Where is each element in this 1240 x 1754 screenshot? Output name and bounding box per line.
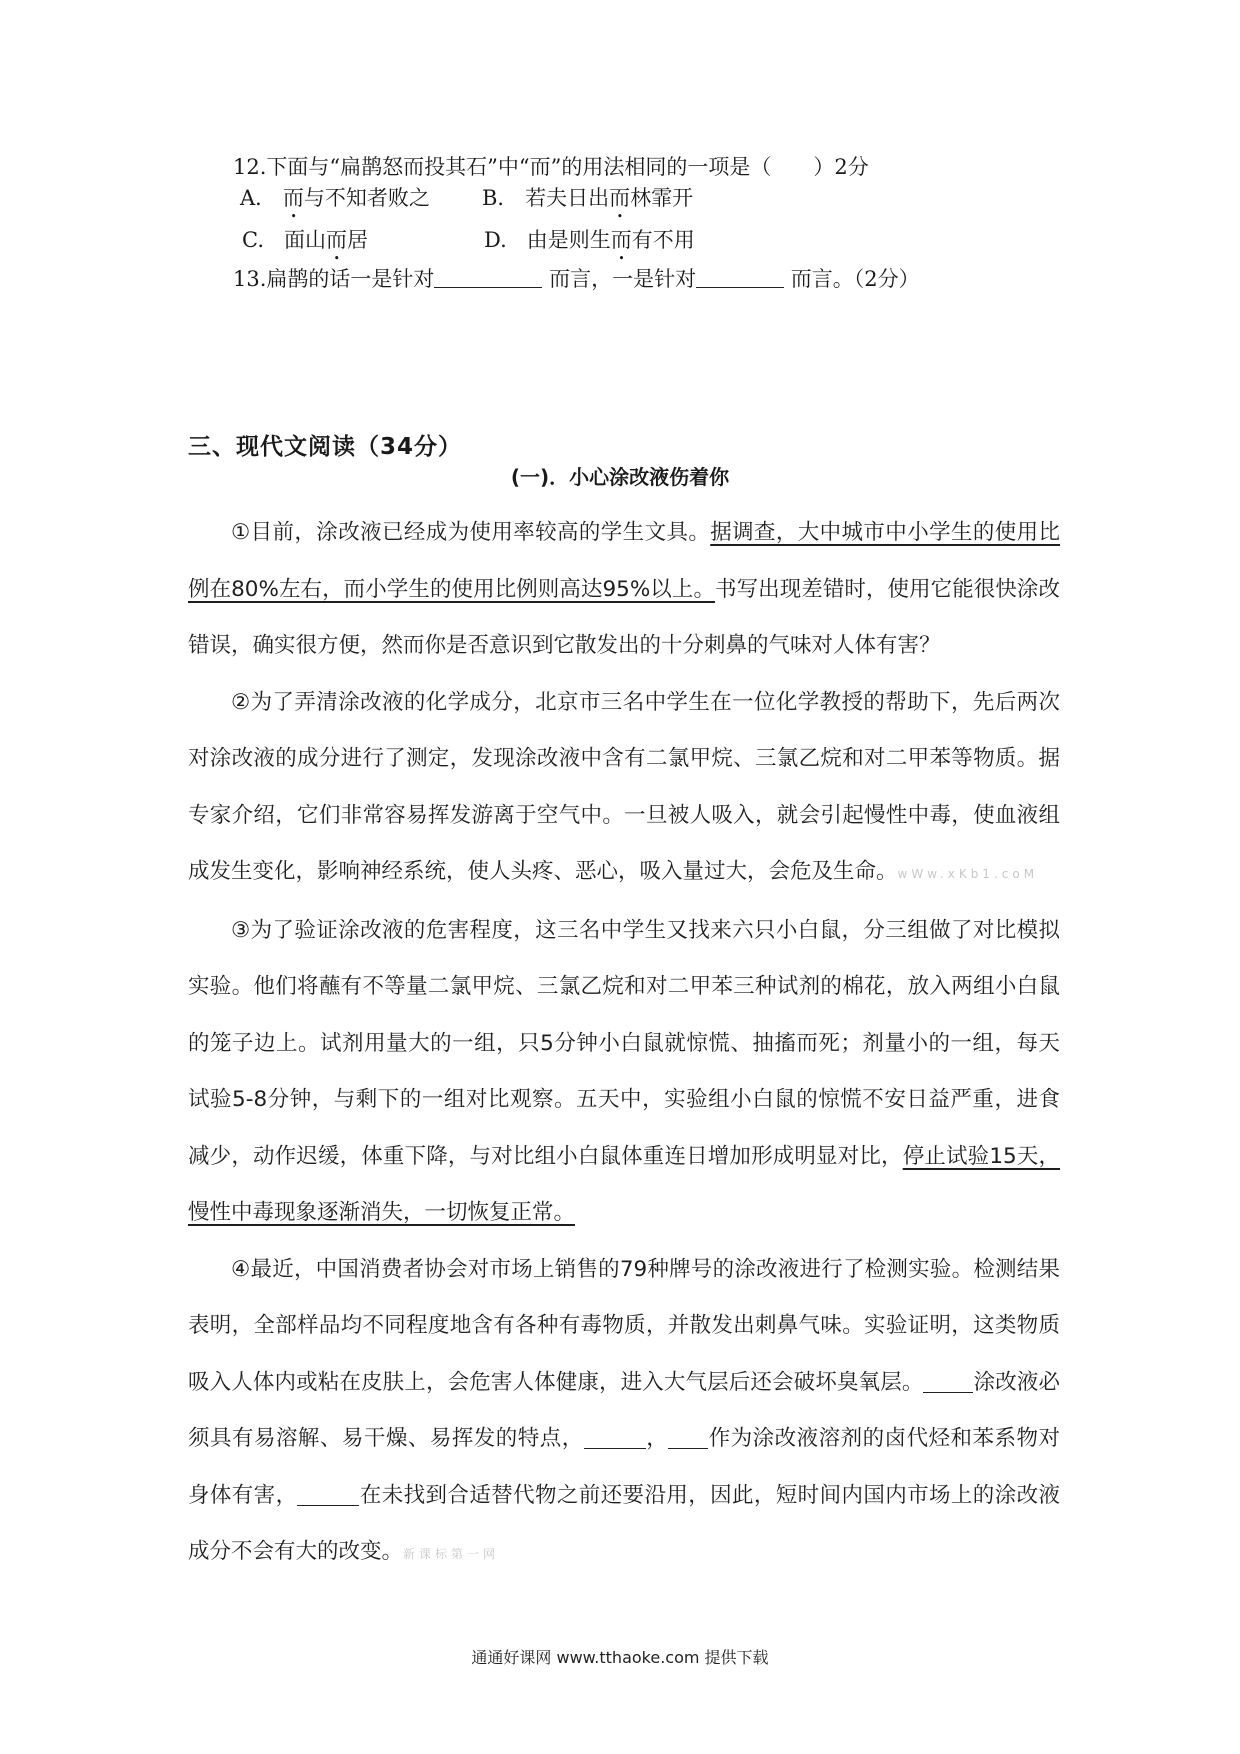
watermark-text: 新课标第一网 [403, 1547, 500, 1561]
question-12-stem: 12.下面与“扁鹊怒而投其石”中“而”的用法相同的一项是（ ）2分 [233, 155, 869, 179]
paragraph-4 [188, 1242, 1060, 1583]
option-text-pre: 面山 [284, 228, 327, 252]
page-footer: 通通好课网 www.tthaoke.com 提供下载 [471, 1648, 769, 1667]
question-12-option-d [484, 225, 695, 265]
article-body [188, 505, 1060, 1583]
option-text-post: 有不用 [631, 228, 695, 252]
option-text-post: 与不知者败之 [303, 186, 430, 210]
paragraph-1-text-end: 书写出现差错时，使用它能很快涂改错误，确实很方便，然而你是否意识到它散发出的十分刺鼻的气味对人体有害？ [188, 576, 1060, 658]
emphasis-char: 而 [282, 186, 304, 210]
paragraph-3 [188, 903, 1060, 1242]
option-text-post: 居 [347, 228, 369, 252]
option-letter: C. [242, 228, 264, 252]
option-text-post: 林霏开 [630, 186, 694, 210]
watermark-text: wWw.xKb1.coM [897, 867, 1039, 881]
paragraph-4-text: ④最近，中国消费者协会对市场上销售的79种牌号的涂改液进行了检测实验。检测结果表明，全部样品均不同程度地含有各种有毒物质，并散发出刺鼻气味。实验证明，这类物质吸入人体内或粘在皮肤上，会危害人体健康，进入大气层后还会破坏臭氧层。 [188, 1256, 1060, 1395]
emphasis-char: 而 [609, 186, 631, 210]
emphasis-char: 而 [326, 228, 348, 252]
fill-blank-1[interactable] [923, 1370, 973, 1393]
answer-blank-1[interactable] [434, 267, 542, 288]
question-13-part1: 13.扁鹊的话一是针对 [233, 267, 435, 291]
paragraph-4-text-d: 在未找到合适替代物之前还要沿用，因此，短时间内国内市场上的涂改液成分不会有大的改变。 [188, 1482, 1060, 1564]
paragraph-1 [188, 505, 1060, 675]
option-letter: B． [482, 186, 519, 210]
article-title: (一)．小心涂改液伤着你 [510, 465, 730, 489]
underlined-sentence-2: 停止试验15天，慢性中毒现象逐渐消失，一切恢复正常。 [188, 1143, 1060, 1225]
question-12-option-c [242, 225, 368, 265]
fill-blank-2[interactable] [584, 1426, 646, 1449]
question-13-part2: 而言，一是针对 [542, 267, 697, 291]
paragraph-4-text-c: 作为涂改液溶剂的卤代烃和苯系物对身体有害， [188, 1426, 1060, 1508]
paragraph-2-text: ②为了弄清涂改液的化学成分，北京市三名中学生在一位化学教授的帮助下，先后两次对涂改液的成分进行了测定，发现涂改液中含有二氯甲烷、三氯乙烷和对二甲苯等物质。据专家介绍，它们非常容易挥发游离于空气中。一旦被人吸入，就会引起慢性中毒，使血液组成发生变化，影响神经系统，使人头疼、恶心，吸入量过大，会危及生命。 [188, 689, 1060, 884]
question-13 [233, 264, 920, 294]
section-title: 三、现代文阅读（34分） [188, 434, 463, 460]
blank-comma: ， [645, 1426, 669, 1451]
question-13-part3: 而言。（2分） [784, 267, 920, 291]
question-12-option-a [240, 183, 430, 223]
paragraph-2 [188, 675, 1060, 903]
fill-blank-3[interactable] [668, 1426, 708, 1449]
fill-blank-4[interactable] [297, 1483, 359, 1506]
paragraph-3-text: ③为了验证涂改液的危害程度，这三名中学生又找来六只小白鼠，分三组做了对比模拟实验。他们将蘸有不等量二氯甲烷、三氯乙烷和对二甲苯三种试剂的棉花，放入两组小白鼠的笼子边上。试剂用量大的一组，只5分钟小白鼠就惊慌、抽搐而死；剂量小的一组，每天试验5-8分钟，与剩下的一组对比观察。五天中，实验组小白鼠的惊慌不安日益严重，进食减少，动作迟缓，体重下降，与对比组小白鼠体重连日增加形成明显对比， [188, 917, 1060, 1169]
paragraph-1-text: ①目前，涂改液已经成为使用率较高的学生文具。 [231, 520, 711, 545]
option-letter: A． [240, 186, 277, 210]
option-text-pre: 若夫日出 [525, 186, 610, 210]
question-12-option-b [482, 183, 693, 223]
answer-blank-2[interactable] [696, 267, 784, 288]
underlined-sentence-1: 据调查，大中城市中小学生的使用比例在80%左右，而小学生的使用比例则高达95%以上。 [188, 520, 1060, 602]
option-text-pre: 由是则生 [526, 228, 611, 252]
paragraph-4-text-b: 涂改液必须具有易溶解、易干燥、易挥发的特点， [188, 1369, 1060, 1451]
option-letter: D. [484, 228, 507, 252]
emphasis-char: 而 [610, 228, 632, 252]
